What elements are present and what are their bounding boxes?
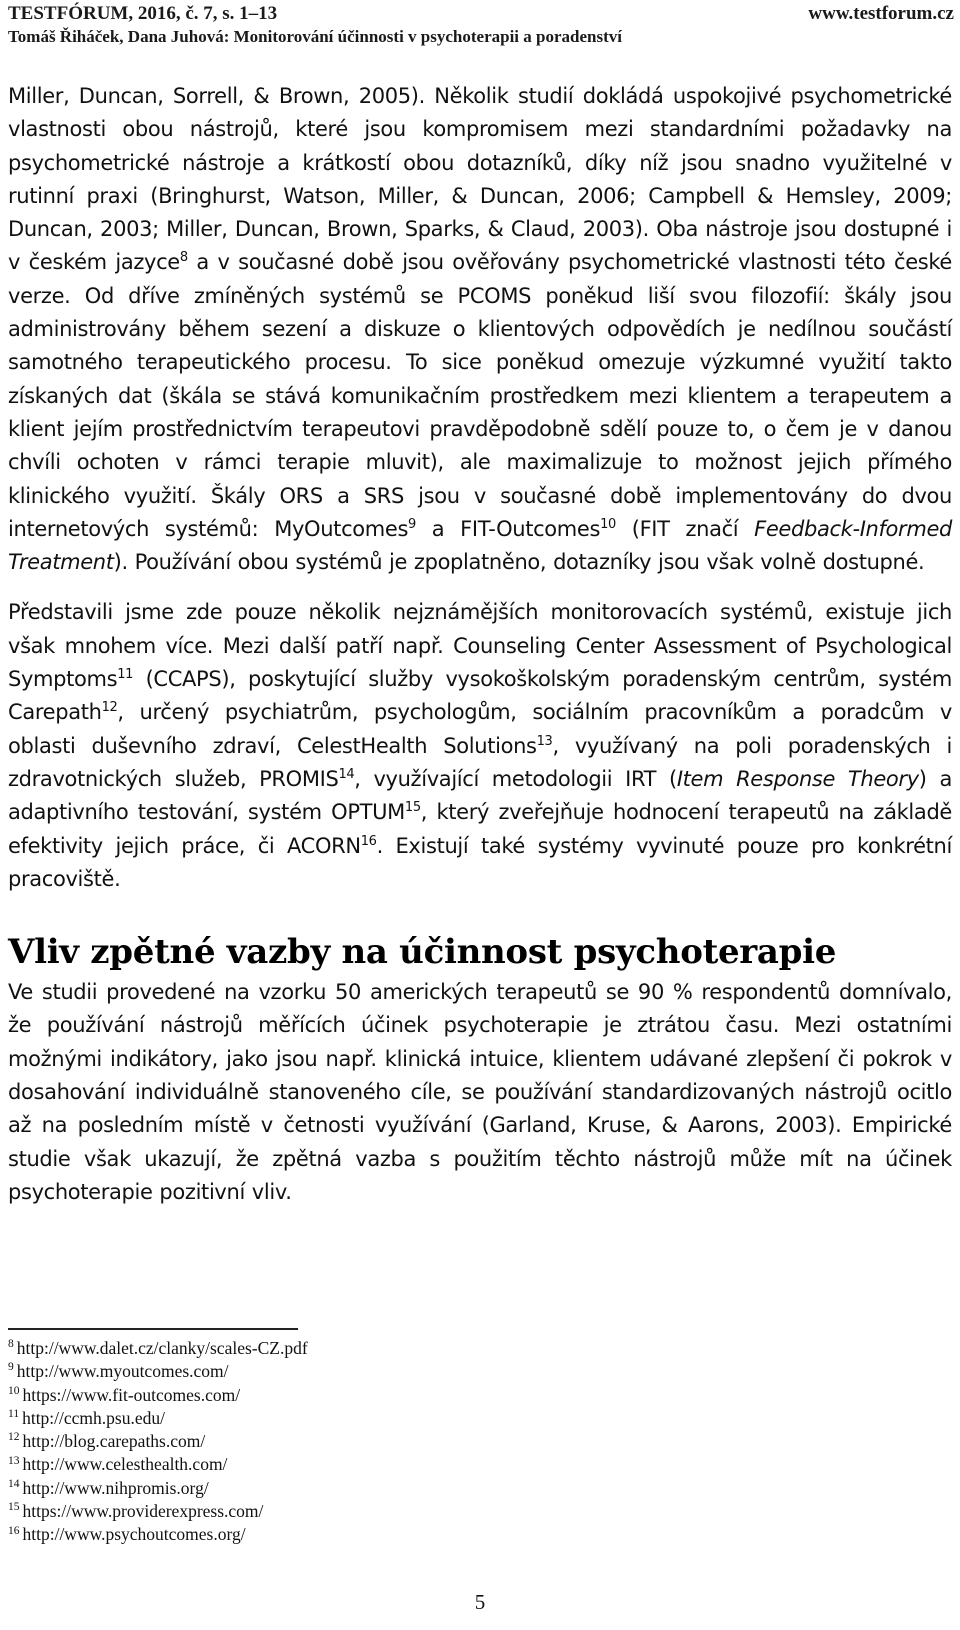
paragraph-other-systems: Představili jsme zde pouze několik nejznámějších monitorovacích systémů, existuje jich však mnohem více. Mezi další patří např. Counseling Center Assessment of Psychological Symptoms$^{11}$ (CCAPS), poskytující služby vysokoškolským poradenským centrům, systém Carepath$^{12}$, určený psychiatrům, psychologům, sociálním pracovníkům a poradcům v oblasti duševního zdraví, CelestHealth Solutions$^{13}$, využívaný na poli poradenských i zdravotnických služeb, PROMIS$^{14}$, využívající metodologii IRT (Item Response Theory) a adaptivního testování, systém OPTUM$^{15}$, který zveřejňuje hodnocení terapeutů na základě efektivity jejich práce, či ACORN$^{16}$. Existují také systémy vyvinuté pouze pro konkrétní pracoviště.: [8, 600, 952, 891]
footnote-11: $^{11}$ http://ccmh.psu.edu/: [8, 1407, 165, 1428]
footnote-ref-12[interactable]: 12: [101, 700, 118, 716]
journal-url[interactable]: www.testforum.cz: [808, 3, 954, 24]
paragraph-pcoms: Miller, Duncan, Sorrell, & Brown, 2005). Několik studií dokládá uspokojivé psychometrické vlastnosti obou nástrojů, které jsou kompromisem mezi standardními požadavky na psychometrické nástroje a krátkostí obou dotazníků, díky níž jsou snadno využitelné v rutinní praxi (Bringhurst, Watson, Miller, & Duncan, 2006; Campbell & Hemsley, 2009; Duncan, 2003; Miller, Duncan, Brown, Sparks, & Claud, 2003). Oba nástroje jsou dostupné i v českém jazyce$^8$ a v současné době jsou ověřovány psychometrické vlastnosti této české verze. Od dříve zmíněných systémů se PCOMS poněkud liší svou filozofií: škály jsou administrovány během sezení a diskuze o klientových odpovědích je nedílnou součástí samotného terapeutického procesu. To sice poněkud omezuje výzkumné využití takto získaných dat (škála se stává komunikačním prostředkem mezi klientem a terapeutem a klient jejím prostřednictvím terapeutovi pravděpodobně sdělí pouze to, o čem je v danou chvíli ochoten v rámci terapie mluvit), ale maximalizuje to možnost jejich přímého klinického využití. Škály ORS a SRS jsou v současné době implementovány do dvou internetových systémů: MyOutcomes$^9$ a FIT-Outcomes$^{10}$ (FIT značí Feedback-Informed Treatment). Používání obou systémů je zpoplatněno, dotazníky jsou však volně dostupné.: [8, 84, 952, 575]
footnote-8: $^8$ http://www.dalet.cz/clanky/scales-CZ.pdf: [8, 1338, 308, 1358]
footnote-ref-10[interactable]: 10: [600, 516, 616, 532]
footnote-ref-14[interactable]: 14: [338, 766, 355, 782]
footnote-13: $^{13}$ http://www.celesthealth.com/: [8, 1454, 228, 1475]
footnote-14: $^{14}$ http://www.nihpromis.org/: [8, 1477, 209, 1498]
page-body: [8, 80, 952, 1209]
footnote-ref-9[interactable]: 9: [408, 516, 416, 532]
footnote-ref-8[interactable]: 8: [179, 250, 188, 266]
footnote-15: $^{15}$ https://www.providerexpress.com/: [8, 1501, 264, 1522]
page-number: 5: [474, 1590, 486, 1614]
footnote-divider: [8, 1328, 298, 1330]
footnote-ref-13[interactable]: 13: [536, 733, 553, 749]
footnote-link[interactable]: http://www.myoutcomes.com/: [16, 1361, 229, 1382]
footnote-link[interactable]: https://www.fit-outcomes.com/: [22, 1384, 241, 1405]
footnote-ref-11[interactable]: 11: [117, 667, 134, 683]
footnote-ref-15[interactable]: 15: [404, 800, 421, 816]
footnote-ref-16[interactable]: 16: [360, 833, 377, 849]
footnote-link[interactable]: http://www.celesthealth.com/: [22, 1454, 228, 1475]
footnote-link[interactable]: http://ccmh.psu.edu/: [22, 1407, 165, 1428]
footnote-9: $^9$ http://www.myoutcomes.com/: [8, 1361, 229, 1382]
footnote-link[interactable]: http://www.nihpromis.org/: [22, 1477, 209, 1498]
footnote-link[interactable]: http://blog.carepaths.com/: [22, 1431, 206, 1452]
footnote-16: $^{16}$ http://www.psychoutcomes.org/: [8, 1524, 246, 1545]
paragraph-feedback-effect: Ve studii provedené na vzorku 50 amerických terapeutů se 90 % respondentů domnívalo, že používání nástrojů měřících účinek psychoterapie je ztrátou času. Mezi ostatními možnými indikátory, jako jsou např. klinická intuice, klientem udávané zlepšení či pokrok v dosahování individuálně stanoveného cíle, se používání standardizovaných nástrojů ocitlo až na posledním místě v četnosti využívání (Garland, Kruse, & Aarons, 2003). Empirické studie však ukazují, že zpětná vazba s použitím těchto nástrojů může mít na účinek psychoterapie pozitivní vliv.: [8, 980, 952, 1204]
footnote-link[interactable]: https://www.providerexpress.com/: [22, 1501, 264, 1522]
footnote-link[interactable]: http://www.psychoutcomes.org/: [22, 1524, 246, 1545]
footnote-10: $^{10}$ https://www.fit-outcomes.com/: [8, 1384, 241, 1405]
header-top-row: [8, 2, 954, 25]
article-authors-title: Tomáš Řiháček, Dana Juhová: Monitorování účinnosti v psychoterapii a poradenství: [8, 27, 622, 46]
footnote-12: $^{12}$ http://blog.carepaths.com/: [8, 1431, 206, 1452]
running-header: [8, 2, 954, 48]
section-heading: Vliv zpětné vazby na účinnost psychoterapie: [8, 932, 837, 973]
footnotes: [8, 1337, 308, 1547]
journal-citation: TESTFÓRUM, 2016, č. 7, s. 1–13: [8, 3, 278, 24]
footnote-link[interactable]: http://www.dalet.cz/clanky/scales-CZ.pdf: [16, 1338, 308, 1358]
